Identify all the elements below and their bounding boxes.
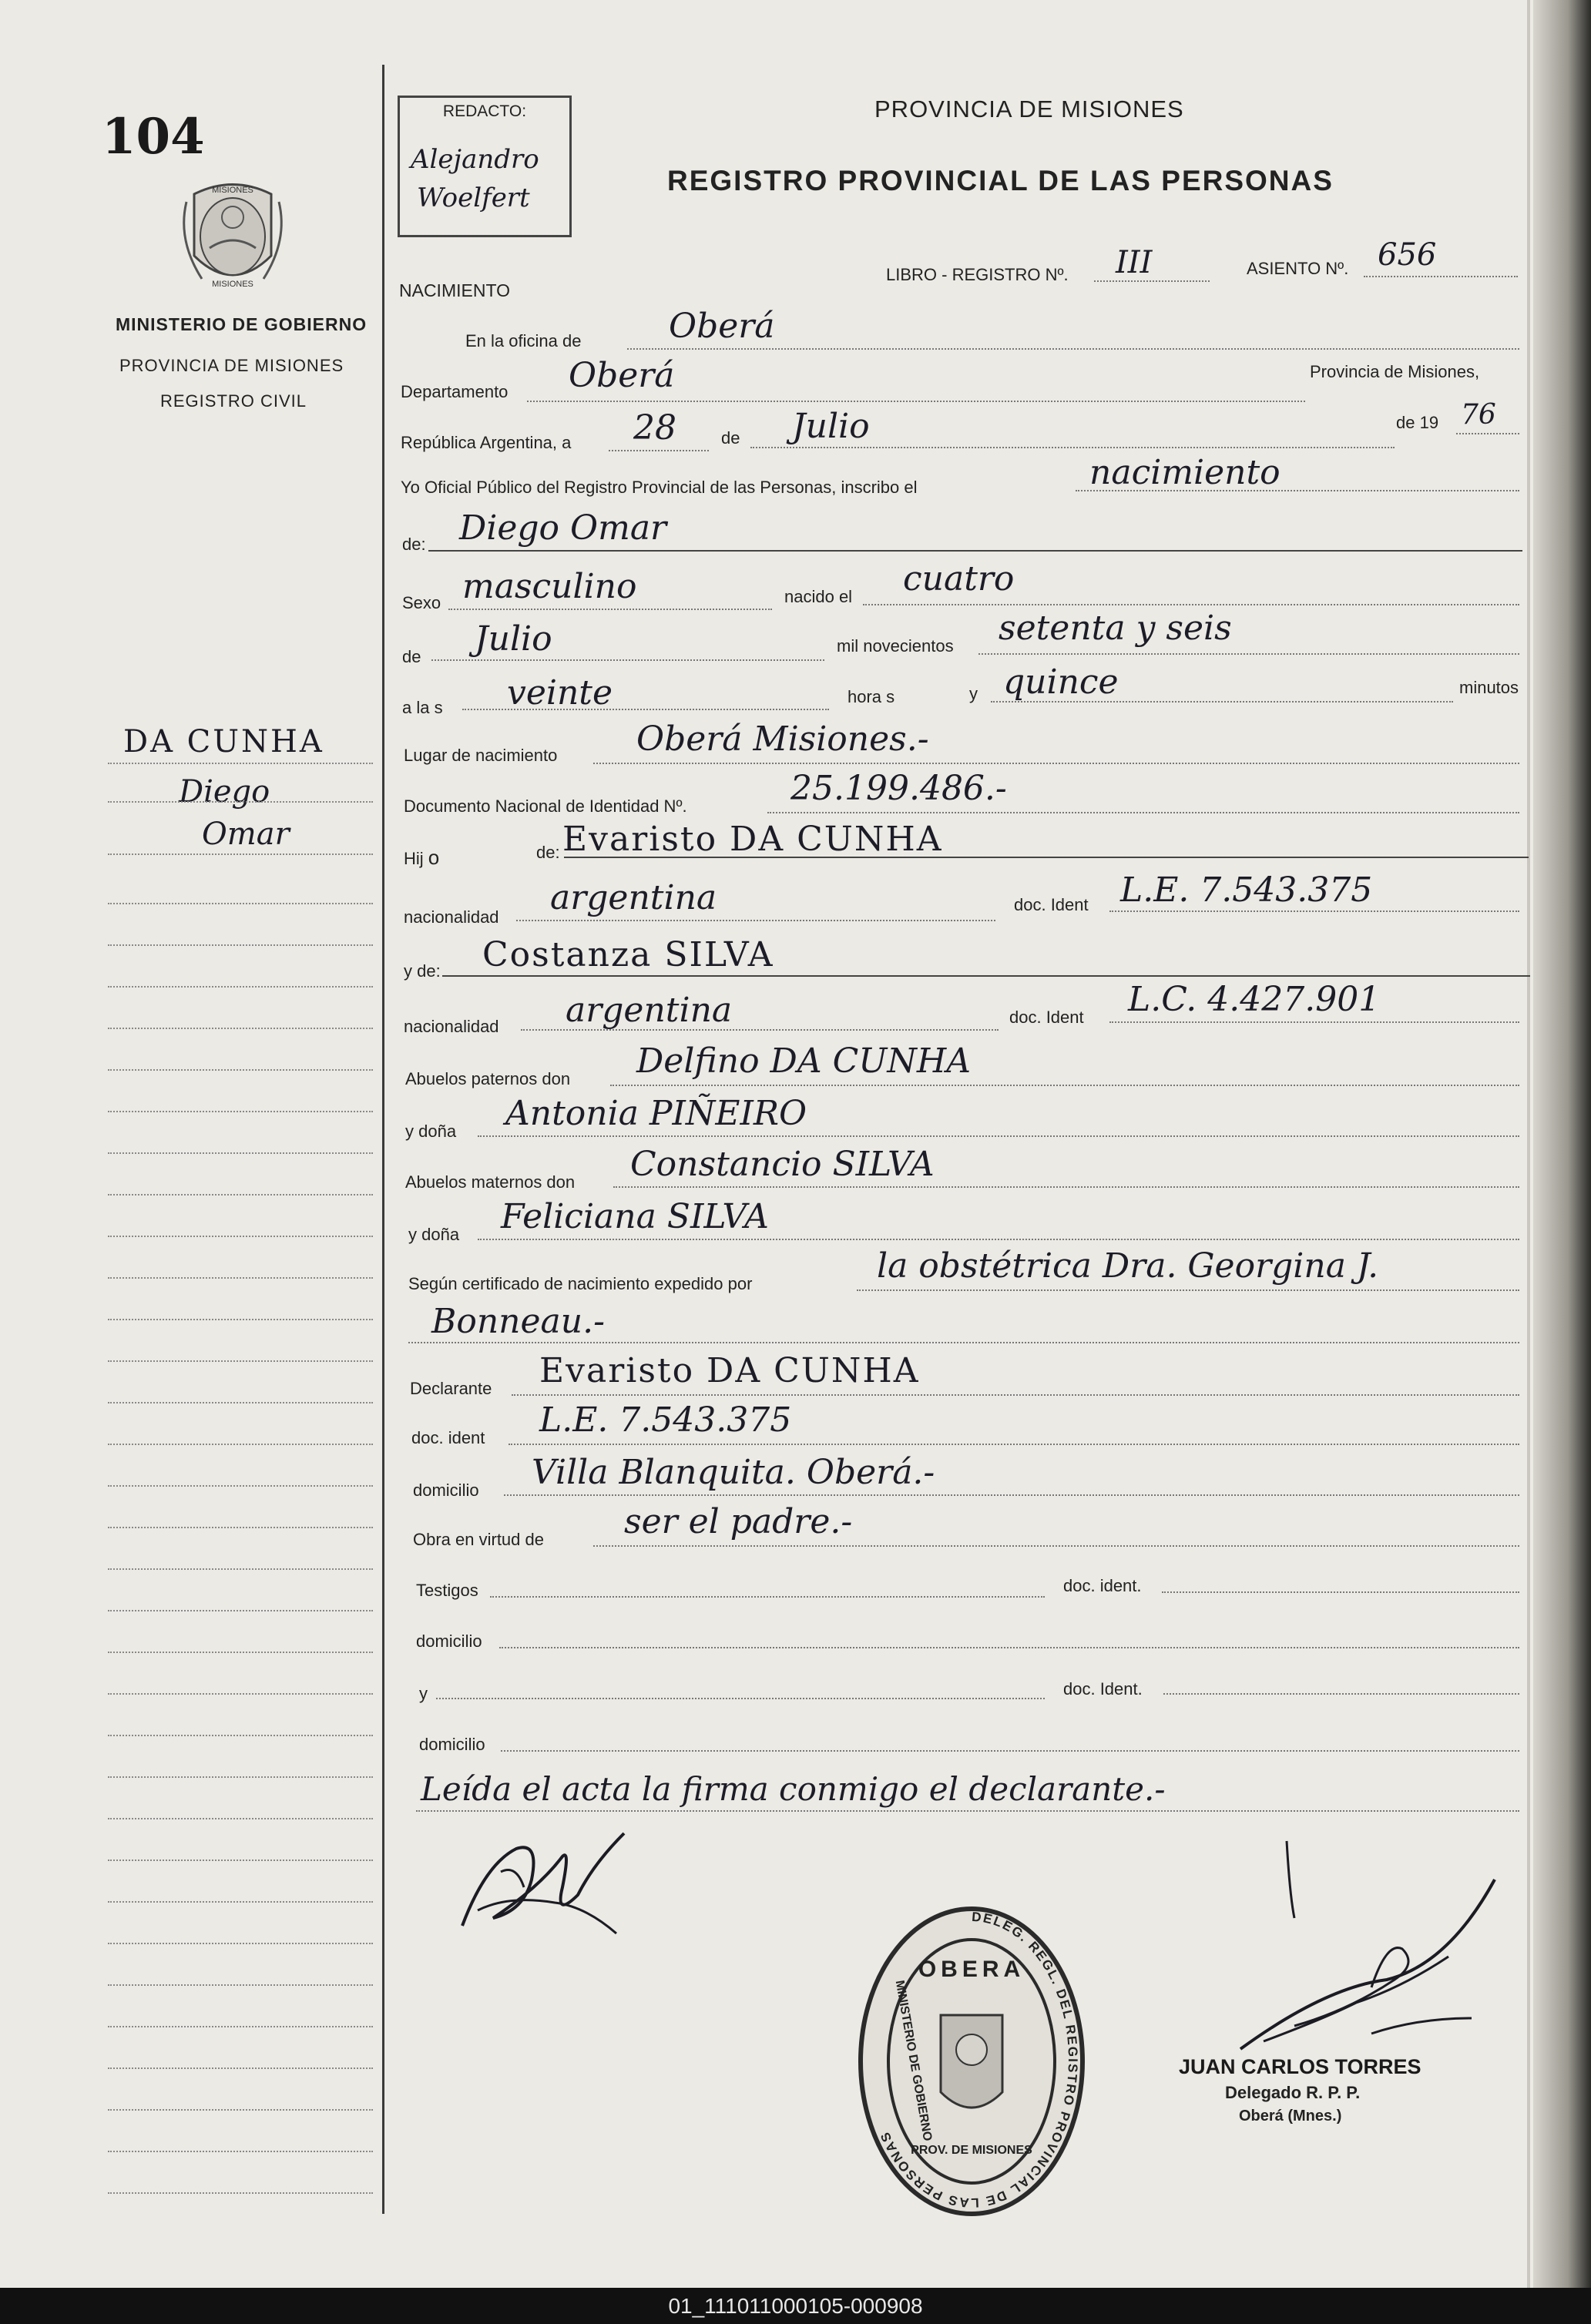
sexo-line [448,609,772,610]
margin-rule [108,2026,373,2027]
mes-nac-value: Julio [475,619,552,659]
official-signature [1217,1833,1526,2088]
margin-rule [108,986,373,988]
obra-line [593,1545,1519,1547]
lugar-line [593,763,1519,764]
doc2-label: doc. Ident [1009,1008,1084,1027]
official-name: JUAN CARLOS TORRES [1179,2055,1421,2078]
domicilio-value: Villa Blanquita. Oberá.- [532,1453,935,1492]
margin-rule [108,1152,373,1154]
horas-label: hora s [848,687,895,706]
hijo-label: Hij o [404,846,440,869]
page-gutter-line [1527,0,1530,2288]
redacto-name-second: Woelfert [417,183,530,213]
testdoc2-line [1163,1693,1519,1695]
yde-label: y de: [404,961,441,981]
domicilio-line [504,1494,1519,1496]
lugar-value: Oberá Misiones.- [636,719,929,759]
oficial-line [1076,490,1519,491]
cert-value-second: Bonneau.- [431,1302,605,1341]
margin-rule [108,2192,373,2194]
minutos-label: minutos [1459,678,1519,697]
record-type: NACIMIENTO [399,280,510,300]
margin-rule [108,1568,373,1570]
margin-rule [108,1610,373,1611]
republica-label: República Argentina, a [401,433,572,452]
official-title: Delegado R. P. P. [1225,2083,1361,2102]
margin-rule [108,763,373,764]
declarante-label: Declarante [410,1379,492,1398]
asiento-line [1364,276,1518,277]
svg-text:DELEG. REGL. DEL REGISTRO PROV: DELEG. REGL. DEL REGISTRO PROVINCIAL DE LAS PERSONAS [877,1909,1081,2211]
margin-rule [108,903,373,904]
padre-line [564,857,1529,858]
abp-label: Abuelos paternos don [405,1069,571,1088]
madre-value: Costanza SILVA [482,935,774,974]
margin-rule [108,1194,373,1196]
asiento-label: ASIENTO Nº. [1247,259,1349,278]
libro-line [1094,280,1210,282]
svg-text:PROV. DE MISIONES: PROV. DE MISIONES [911,2144,1032,2157]
departamento-label: Departamento [401,382,509,401]
obra-label: Obra en virtud de [413,1530,544,1549]
minutos-line [991,701,1453,703]
dona2-value: Feliciana SILVA [501,1197,769,1236]
alas-line [462,709,829,710]
testigos-line [490,1596,1045,1598]
registry-title: REGISTRO PROVINCIAL DE LAS PERSONAS [667,165,1334,196]
cert-line-second [408,1342,1519,1343]
margin-surname: DA CUNHA [123,724,324,760]
abm-value: Constancio SILVA [630,1145,935,1184]
margin-rule [108,1652,373,1653]
abp-line [610,1085,1519,1086]
margin-rule [108,1901,373,1903]
departamento-value: Oberá [569,356,675,395]
y-label: y [969,684,978,703]
mil-label: mil novecientos [837,636,954,656]
y2-line [436,1698,1045,1699]
margin-rule [108,1693,373,1695]
abm-line [613,1186,1519,1188]
abm-label: Abuelos maternos don [405,1172,576,1192]
mes-value: Julio [792,407,870,446]
departamento-line [527,401,1305,402]
margin-rule [108,1818,373,1819]
abp-value: Delfino DA CUNHA [636,1041,971,1081]
margin-rule [108,1402,373,1403]
lugar-label: Lugar de nacimiento [404,746,558,765]
testdom2-label: domicilio [419,1735,485,1754]
margin-divider [382,65,384,2214]
y2-label: y [419,1684,428,1703]
margin-rule [108,1984,373,1986]
anio-line [1456,433,1519,434]
nacido-value: cuatro [903,559,1015,599]
margin-rule [108,1776,373,1778]
de-mes-label: de [402,647,421,666]
svg-text:OBERA: OBERA [918,1957,1025,1982]
mil-line [978,653,1519,655]
dia-line [609,450,709,451]
oficial-value: nacimiento [1089,453,1281,492]
svg-text:MISIONES: MISIONES [212,280,253,289]
margin-rule [108,1360,373,1362]
dni-value: 25.199.486.- [790,769,1007,808]
dona1-value: Antonia PIÑEIRO [505,1094,807,1133]
declarant-signature [447,1818,647,1949]
margin-rule [108,1277,373,1279]
margin-rule [108,1111,373,1112]
nombre-label: de: [402,535,426,554]
margin-rule [108,1236,373,1237]
margin-rule [108,2067,373,2069]
nac1-value: argentina [550,878,717,917]
dni-label: Documento Nacional de Identidad Nº. [404,796,687,816]
dona1-label: y doña [405,1122,457,1141]
declarante-line [512,1394,1519,1396]
margin-rule [108,2109,373,2111]
nombre-value: Diego Omar [459,508,667,548]
madre-line [442,975,1530,977]
margin-name-first: Diego [179,774,270,810]
closing-statement: Leída el acta la firma conmigo el declarante.- [421,1770,1166,1808]
oficina-line [627,348,1519,350]
nac2-label: nacionalidad [404,1017,499,1036]
oficial-label: Yo Oficial Público del Registro Provincial de las Personas, inscribo el [401,478,918,497]
doc2-line [1109,1021,1519,1023]
docdecl-value: L.E. 7.543.375 [539,1400,792,1440]
dona1-line [478,1135,1519,1137]
margin-rule [108,1943,373,1944]
hijo-de-label: de: [536,843,560,862]
registry-stamp [852,1900,1091,2223]
redacto-name-first: Alejandro [411,144,539,175]
nacido-line [863,604,1519,605]
testigos-label: Testigos [416,1581,478,1600]
nac1-label: nacionalidad [404,907,499,927]
page-number: 104 [102,108,205,166]
domicilio-label: domicilio [413,1481,479,1500]
doc1-value: L.E. 7.543.375 [1120,870,1373,910]
footer-identifier: 01_111011000105-000908 [0,2288,1591,2324]
obra-value: ser el padre.- [624,1502,853,1541]
cert-line [857,1289,1519,1291]
testdoc1-label: doc. ident. [1063,1576,1142,1595]
dni-line [767,812,1519,813]
civil-registry-label: REGISTRO CIVIL [160,391,307,411]
testdom2-line [501,1750,1519,1752]
margin-rule [108,1069,373,1071]
mes-line [750,447,1395,448]
dia-value: 28 [633,408,676,448]
nac2-line [521,1029,999,1031]
de19-label: de 19 [1396,413,1439,432]
libro-label: LIBRO - REGISTRO Nº. [886,265,1069,284]
sexo-value: masculino [462,567,637,606]
margin-rule [108,2151,373,2152]
margin-rule [108,1444,373,1445]
declarante-value: Evaristo DA CUNHA [539,1351,920,1390]
redacto-box [398,96,572,237]
testdoc1-line [1162,1591,1519,1593]
margin-rule [108,944,373,946]
doc2-value: L.C. 4.427.901 [1128,980,1381,1019]
padre-value: Evaristo DA CUNHA [562,820,943,859]
docdecl-line [509,1444,1519,1445]
minutos-value: quince [1003,662,1119,702]
testdom1-label: domicilio [416,1631,482,1651]
official-place: Oberá (Mnes.) [1239,2108,1342,2124]
docdecl-label: doc. ident [411,1428,485,1447]
ministry-name: MINISTERIO DE GOBIERNO [116,314,368,334]
margin-rule [108,1735,373,1736]
nac2-value: argentina [566,991,733,1030]
page-edge-shadow [1533,0,1591,2288]
cert-label: Según certificado de nacimiento expedido por [408,1274,753,1293]
margin-rule [108,1485,373,1487]
margin-rule [108,853,373,855]
doc1-line [1109,910,1519,912]
alas-label: a la s [402,698,443,717]
svg-text:MISIONES: MISIONES [212,186,253,195]
anio-value: 76 [1461,399,1496,431]
margin-rule [108,1860,373,1861]
asiento-value: 656 [1378,237,1437,273]
margin-rule [108,1028,373,1029]
redacto-label: REDACTO: [442,102,527,120]
dona2-line [478,1239,1519,1240]
svg-text:MINISTERIO DE GOBIERNO: MINISTERIO DE GOBIERNO [892,1979,935,2142]
provincia-label: Provincia de Misiones, [1310,362,1480,381]
libro-value: III [1116,245,1153,280]
margin-rule [108,1527,373,1528]
oficina-value: Oberá [669,307,775,346]
de-label: de [721,428,740,448]
alas-value: veinte [507,673,613,713]
testdom1-line [499,1647,1519,1648]
sexo-label: Sexo [402,593,441,612]
province-name-left: PROVINCIA DE MISIONES [119,356,344,375]
province-seal-icon [171,171,294,302]
testdoc2-label: doc. Ident. [1063,1679,1143,1699]
doc1-label: doc. Ident [1014,895,1089,914]
closing-line [416,1810,1519,1812]
margin-name-second: Omar [202,817,290,852]
province-title: PROVINCIA DE MISIONES [874,96,1184,122]
dona2-label: y doña [408,1225,460,1244]
margin-rule [108,1319,373,1320]
nombre-line [428,550,1522,552]
nac1-line [516,920,995,921]
margin-rule [108,801,373,803]
cert-value: la obstétrica Dra. Georgina J. [877,1246,1379,1286]
oficina-label: En la oficina de [465,331,582,350]
mes-nac-line [431,659,824,661]
mil-value: setenta y seis [999,609,1232,648]
nacido-label: nacido el [784,587,853,606]
